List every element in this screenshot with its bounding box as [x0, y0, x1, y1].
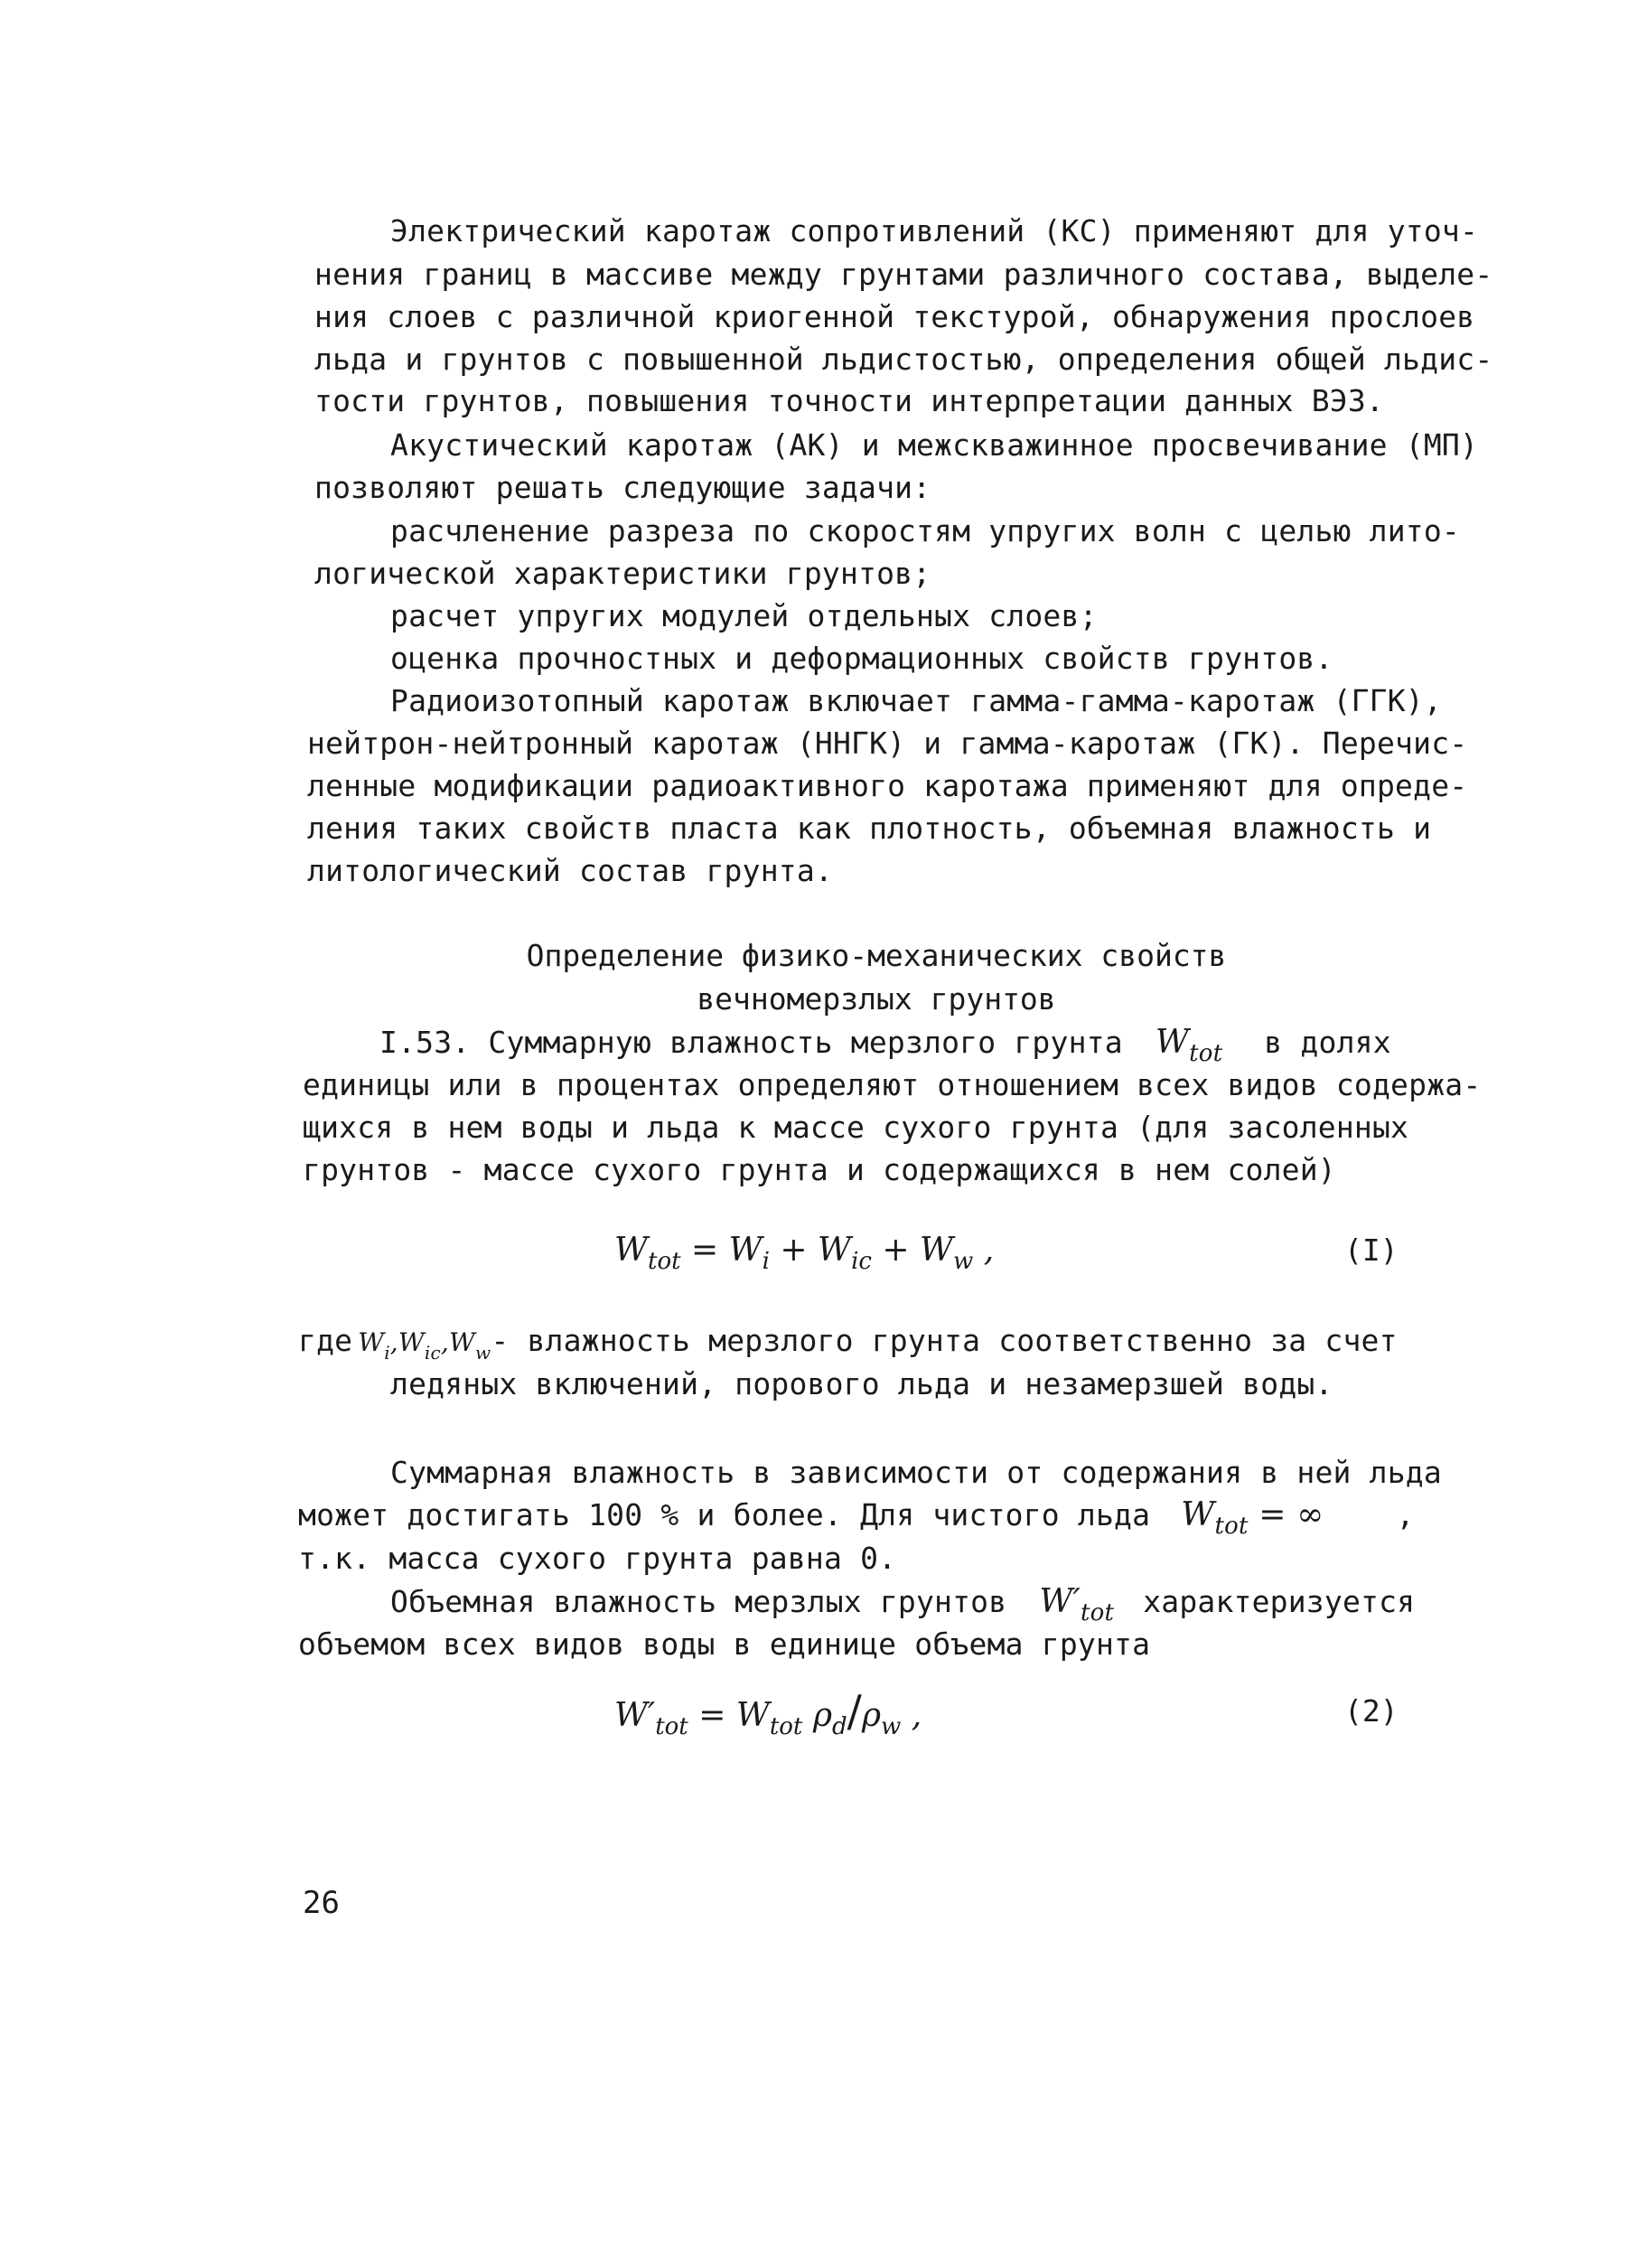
text-fragment: в долях [1264, 1025, 1391, 1060]
math-subscript: w [881, 1713, 902, 1740]
math-operator: , [973, 1232, 995, 1269]
text-line: ния слоев с различной криогенной текстурой, обнаружения прослоев [314, 299, 1475, 334]
math-subscript: tot [1189, 1040, 1223, 1067]
math-operator: + [871, 1232, 921, 1269]
math-subscript: ic [424, 1342, 441, 1364]
text-line: позволяют решать следующие задачи: [314, 470, 931, 505]
math-subscript: i [762, 1248, 770, 1275]
math-subscript: w [953, 1248, 974, 1275]
math-variable [1039, 1583, 1115, 1626]
text-fragment: , [1396, 1497, 1415, 1532]
text-line: т.к. масса сухого грунта равна 0. [298, 1541, 897, 1576]
text-line: объемом всех видов воды в единице объема грунта [298, 1626, 1151, 1662]
math-symbol: ρ [861, 1697, 881, 1734]
math-subscript: tot [1214, 1513, 1249, 1540]
text-line: Электрический каротаж сопротивлений (КС) применяют для уточ- [390, 213, 1479, 248]
math-operator: / [847, 1686, 862, 1737]
math-operator: , [389, 1327, 398, 1357]
text-line [298, 1497, 1415, 1544]
math-variable [1181, 1496, 1324, 1540]
formula-2 [614, 1686, 922, 1747]
math-symbol: W [449, 1327, 475, 1357]
math-subscript: w [474, 1342, 491, 1364]
math-symbol: W [1181, 1496, 1215, 1533]
math-operator: = ∞ [1248, 1496, 1324, 1533]
text-line: Суммарная влажность в зависимости от содержания в ней льда [390, 1455, 1442, 1490]
text-line: литологический состав грунта. [307, 853, 833, 888]
text-fragment: - влажность мерзлого грунта соответственно за счет [491, 1323, 1398, 1358]
math-operator: , [440, 1327, 449, 1357]
math-variable [1155, 1024, 1223, 1067]
list-item: расчет упругих модулей отдельных слоев; [390, 598, 1098, 633]
text-fragment: I.53. Суммарную влажность мерзлого грунта [379, 1025, 1123, 1060]
text-line [379, 1025, 1391, 1072]
text-fragment: Объемная влажность мерзлых грунтов [390, 1584, 1007, 1619]
math-symbol: W [920, 1232, 954, 1269]
math-operator: + [769, 1232, 819, 1269]
math-symbol: W [728, 1232, 763, 1269]
text-fragment: где [298, 1323, 353, 1358]
text-line [298, 1323, 1398, 1371]
text-line: ления таких свойств пласта как плотность, объемная влажность и [307, 811, 1432, 846]
list-item: оценка прочностных и деформационных свойств грунтов. [390, 641, 1333, 676]
heading-line: Определение физико-механических свойств [526, 938, 1227, 973]
text-line: щихся в нем воды и льда к массе сухого грунта (для засоленных [303, 1110, 1409, 1145]
math-symbol: W [358, 1327, 385, 1357]
text-line: льда и грунтов с повышенной льдистостью, определения общей льдис- [314, 342, 1493, 377]
math-symbol: W [398, 1327, 425, 1357]
math-symbol: W [1155, 1024, 1190, 1061]
math-symbol: W [735, 1697, 770, 1734]
page-number: 26 [303, 1885, 340, 1921]
math-operator: = [688, 1697, 736, 1734]
math-symbol: W [614, 1232, 649, 1269]
equation-number: (I) [1344, 1232, 1399, 1268]
text-line: ледяных включений, порового льда и незамерзшей воды. [390, 1366, 1333, 1401]
math-symbol: W [818, 1232, 852, 1269]
math-subscript: d [832, 1713, 847, 1740]
text-line: Акустический каротаж (АК) и межскважинное просвечивание (МП) [390, 427, 1479, 463]
formula-1 [614, 1231, 994, 1281]
math-symbol: W′ [1039, 1583, 1081, 1620]
text-line [390, 1584, 1415, 1631]
text-line: Радиоизотопный каротаж включает гамма-гамма-каротаж (ГГК), [390, 683, 1442, 718]
math-subscript: tot [648, 1248, 681, 1275]
text-line: нения границ в массиве между грунтами различного состава, выделе- [314, 257, 1493, 292]
list-item: логической характеристики грунтов; [314, 556, 931, 591]
math-operator: = [680, 1232, 729, 1269]
math-subscript: tot [655, 1713, 688, 1740]
math-symbol: W′ [614, 1697, 656, 1734]
text-line: грунтов - массе сухого грунта и содержащихся в нем солей) [303, 1152, 1336, 1187]
text-line: нейтрон-нейтронный каротаж (ННГК) и гамма-каротаж (ГК). Перечис- [307, 726, 1468, 761]
math-operator: , [901, 1697, 922, 1734]
text-line: ленные модификации радиоактивного каротажа применяют для опреде- [307, 768, 1468, 803]
math-subscript: ic [851, 1248, 872, 1275]
text-line: единицы или в процентах определяют отношением всех видов содержа- [303, 1067, 1482, 1102]
math-subscript: i [384, 1342, 390, 1364]
equation-number: (2) [1344, 1693, 1399, 1729]
text-fragment: характеризуется [1143, 1584, 1416, 1619]
text-line: тости грунтов, повышения точности интерпретации данных ВЭЗ. [314, 383, 1384, 418]
math-subscript: tot [769, 1713, 803, 1740]
list-item: расчленение разреза по скоростям упругих волн с целью лито- [390, 513, 1460, 548]
math-subscript: tot [1080, 1599, 1115, 1626]
math-symbol: ρ [802, 1697, 832, 1734]
heading-line: вечномерзлых грунтов [697, 981, 1056, 1017]
text-fragment: может достигать 100 % и более. Для чистого льда [298, 1497, 1151, 1532]
math-variable [358, 1327, 491, 1364]
